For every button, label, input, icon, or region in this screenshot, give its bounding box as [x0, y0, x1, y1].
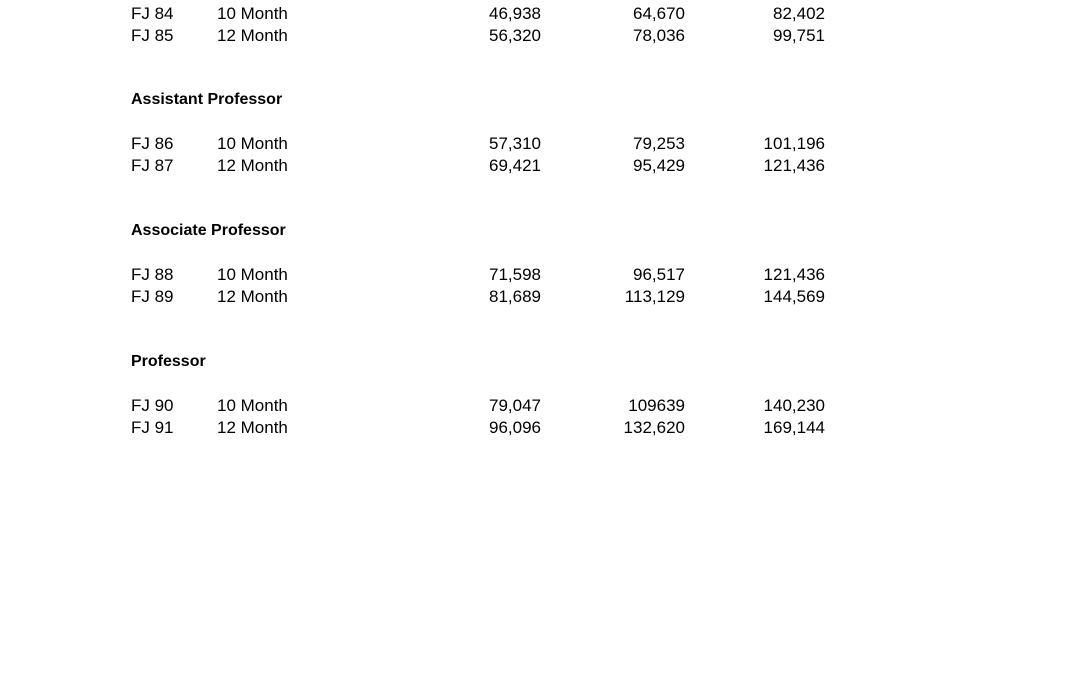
appointment-term: 12 Month: [217, 156, 288, 175]
job-code: FJ 90: [131, 396, 174, 415]
salary-midpoint: 96,517: [633, 265, 685, 284]
job-code: FJ 89: [131, 287, 174, 306]
job-code: FJ 91: [131, 418, 174, 437]
job-code: FJ 85: [131, 26, 174, 45]
table-row: [0, 395, 1080, 417]
job-code: FJ 86: [131, 134, 174, 153]
salary-midpoint: 113,129: [624, 287, 685, 306]
table-row: [0, 155, 1080, 177]
section-heading: Professor: [131, 353, 206, 370]
salary-minimum: 96,096: [489, 418, 541, 437]
appointment-term: 12 Month: [217, 287, 288, 306]
salary-maximum: 169,144: [763, 418, 825, 437]
job-code: FJ 88: [131, 265, 174, 284]
salary-minimum: 46,938: [489, 4, 541, 23]
appointment-term: 10 Month: [217, 134, 288, 153]
section-heading: Assistant Professor: [131, 91, 283, 108]
appointment-term: 10 Month: [217, 265, 288, 284]
job-code: FJ 84: [131, 4, 174, 23]
appointment-term: 10 Month: [217, 4, 288, 23]
salary-maximum: 121,436: [763, 265, 825, 284]
table-row: [0, 3, 1080, 25]
salary-maximum: 144,569: [763, 287, 825, 306]
salary-midpoint: 132,620: [623, 418, 685, 437]
salary-midpoint: 109639: [628, 396, 685, 415]
section-heading: Associate Professor: [131, 222, 286, 239]
job-code: FJ 87: [131, 156, 174, 175]
salary-minimum: 56,320: [489, 26, 541, 45]
salary-midpoint: 64,670: [633, 4, 685, 23]
salary-maximum: 121,436: [763, 156, 825, 175]
appointment-term: 12 Month: [217, 26, 288, 45]
appointment-term: 10 Month: [217, 396, 288, 415]
appointment-term: 12 Month: [217, 418, 288, 437]
salary-midpoint: 78,036: [633, 26, 685, 45]
table-row: [0, 417, 1080, 439]
salary-maximum: 99,751: [773, 26, 825, 45]
table-row: [0, 286, 1080, 308]
salary-minimum: 71,598: [489, 265, 541, 284]
table-row: [0, 25, 1080, 47]
salary-minimum: 57,310: [489, 134, 541, 153]
salary-minimum: 81,689: [489, 287, 541, 306]
salary-maximum: 82,402: [773, 4, 825, 23]
salary-midpoint: 79,253: [633, 134, 685, 153]
salary-minimum: 69,421: [489, 156, 541, 175]
salary-maximum: 140,230: [763, 396, 825, 415]
table-row: [0, 264, 1080, 286]
table-row: [0, 133, 1080, 155]
salary-maximum: 101,196: [763, 134, 825, 153]
salary-minimum: 79,047: [489, 396, 541, 415]
salary-midpoint: 95,429: [633, 156, 685, 175]
